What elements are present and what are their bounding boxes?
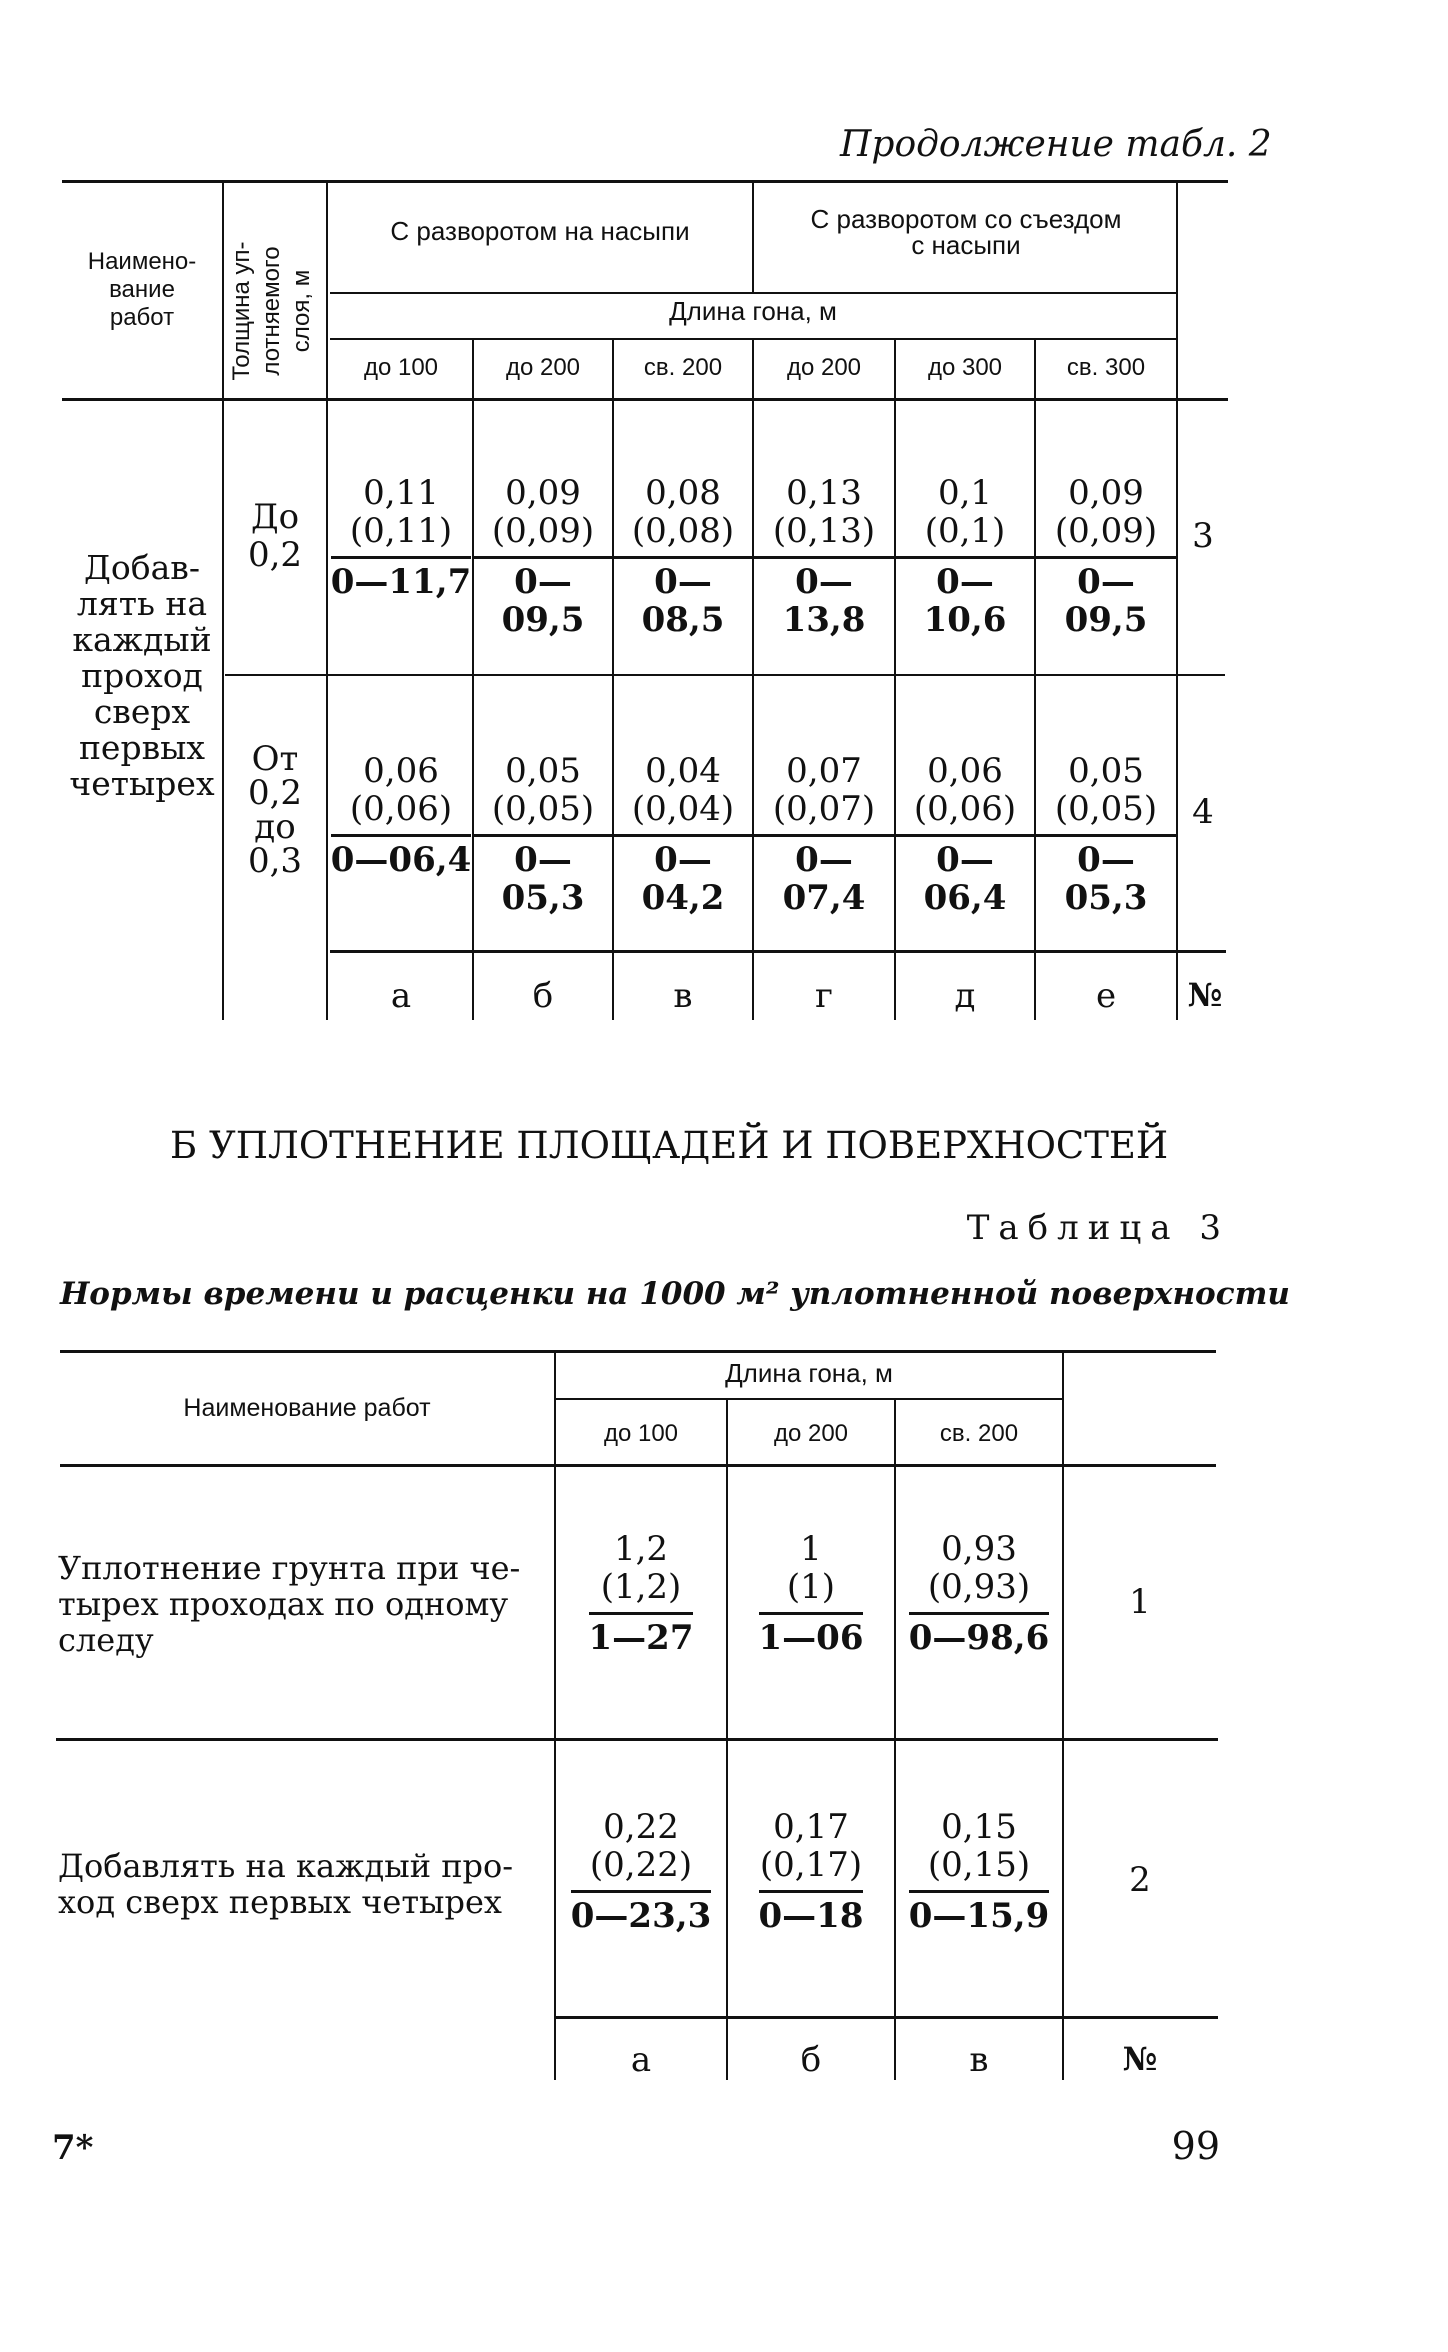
continuation-label: Продолжение табл. 2 (840, 124, 1272, 165)
norm-value: 1 (800, 1529, 822, 1569)
price-value: 0—11,7 (331, 556, 471, 601)
price-value: 1—27 (589, 1612, 694, 1657)
col-header-name: Наимено- вание работ (87, 248, 197, 331)
norm-value: 0,05 (505, 751, 581, 791)
row-number: 3 (1192, 516, 1214, 556)
table-cell (614, 752, 752, 917)
norm-value: 0,09 (505, 473, 581, 513)
price-value: 0—04,2 (614, 834, 752, 917)
price-value: 0—98,6 (909, 1612, 1049, 1657)
price-value: 0—13,8 (754, 556, 894, 639)
col-header-name: Наименование работ (183, 1394, 431, 1422)
norm-value-alt: (0,93) (927, 1567, 1031, 1607)
norm-value-alt: (0,22) (589, 1845, 693, 1885)
group-header-2: С разворотом со съездом с насыпи (810, 204, 1122, 260)
subcol-header: до 100 (603, 1420, 679, 1447)
group-header-1: С разворотом на насыпи (390, 216, 690, 246)
norm-value: 0,17 (773, 1807, 849, 1847)
price-value: 0—09,5 (474, 556, 612, 639)
norm-value: 0,09 (1068, 473, 1144, 513)
table-label: Таблица 3 (966, 1208, 1230, 1248)
norm-value-alt: (0,05) (491, 789, 595, 829)
price-value: 0—06,4 (896, 834, 1034, 917)
norm-value: 0,22 (603, 1807, 679, 1847)
row-number: 4 (1192, 792, 1214, 832)
norm-value-alt: (1) (786, 1567, 836, 1607)
norm-value-alt: (0,15) (927, 1845, 1031, 1885)
table-cell (330, 474, 472, 601)
norm-value-alt: (0,08) (631, 511, 735, 551)
norm-value-alt: (0,05) (1054, 789, 1158, 829)
norm-value: 0,13 (786, 473, 862, 513)
work-name: Уплотнение грунта при че- тырех проходах по одному следу (58, 1549, 521, 1659)
table-cell (728, 1530, 894, 1657)
table-cell (556, 1530, 726, 1657)
norm-value: 0,11 (363, 473, 439, 513)
table-cell (896, 1808, 1062, 1935)
norm-value-alt: (0,06) (349, 789, 453, 829)
norm-value-alt: (0,17) (759, 1845, 863, 1885)
page-number: 99 (1171, 2124, 1220, 2168)
subgroup-header: Длина гона, м (669, 296, 837, 326)
column-letter: а (390, 976, 412, 1016)
price-value: 1—06 (759, 1612, 864, 1657)
norm-value: 0,93 (941, 1529, 1017, 1569)
column-letter: б (532, 976, 554, 1016)
price-value: 0—10,6 (896, 556, 1034, 639)
table-cell (754, 752, 894, 917)
norm-value: 0,08 (645, 473, 721, 513)
norm-value-alt: (0,04) (631, 789, 735, 829)
column-letter: б (800, 2040, 822, 2080)
price-value: 0—09,5 (1036, 556, 1176, 639)
number-label: № (1122, 2040, 1158, 2078)
subcol-header: до 200 (505, 354, 581, 381)
norm-value-alt: (0,11) (349, 511, 453, 551)
work-name: Добавлять на каждый про- ход сверх первых четырех (58, 1847, 514, 1921)
row-number: 2 (1129, 1860, 1151, 1900)
column-letter: в (969, 2040, 989, 2080)
norm-value: 0,06 (363, 751, 439, 791)
table-cell (330, 752, 472, 879)
norm-value: 1,2 (613, 1529, 669, 1569)
norm-value-alt: (0,1) (924, 511, 1006, 551)
subcol-header: до 200 (773, 1420, 849, 1447)
table-cell (556, 1808, 726, 1935)
signature-mark: 7* (52, 2128, 94, 2168)
number-label: № (1187, 976, 1223, 1014)
price-value: 0—06,4 (331, 834, 471, 879)
price-value: 0—07,4 (754, 834, 894, 917)
table-cell (1036, 752, 1176, 917)
column-letter: в (673, 976, 693, 1016)
norm-value: 0,07 (786, 751, 862, 791)
subgroup-header: Длина гона, м (725, 1358, 893, 1388)
norm-value: 0,04 (645, 751, 721, 791)
price-value: 0—05,3 (474, 834, 612, 917)
subcol-header: до 100 (363, 354, 439, 381)
norm-value: 0,1 (937, 473, 993, 513)
table-cell (754, 474, 894, 639)
work-name: Добав- лять на каждый проход сверх первых четырех (69, 548, 215, 803)
subcol-header: св. 200 (643, 354, 723, 381)
table-cell (614, 474, 752, 639)
norm-value-alt: (0,06) (913, 789, 1017, 829)
table-cell (896, 474, 1034, 639)
norm-value: 0,06 (927, 751, 1003, 791)
subcol-header: до 300 (927, 354, 1003, 381)
price-value: 0—05,3 (1036, 834, 1176, 917)
row-number: 1 (1129, 1582, 1151, 1622)
column-letter: г (815, 976, 833, 1016)
table-cell (728, 1808, 894, 1935)
column-letter: д (954, 976, 976, 1016)
table-cell (896, 752, 1034, 917)
subcol-header: св. 300 (1066, 354, 1146, 381)
column-letter: а (630, 2040, 652, 2080)
col-header-thickness: Толщина уп- лотняемого слоя, м (228, 241, 315, 381)
norm-value-alt: (1,2) (600, 1567, 682, 1607)
subcol-header: св. 200 (939, 1420, 1019, 1447)
section-title: Б УПЛОТНЕНИЕ ПЛОЩАДЕЙ И ПОВЕРХНОСТЕЙ (170, 1124, 1169, 1167)
norm-value: 0,15 (941, 1807, 1017, 1847)
thickness-value: До 0,2 (247, 497, 303, 575)
table-caption: Нормы времени и расценки на 1000 м² уплотненной поверхности (60, 1276, 1290, 1312)
table-cell (474, 474, 612, 639)
price-value: 0—18 (759, 1890, 864, 1935)
norm-value-alt: (0,09) (1054, 511, 1158, 551)
norm-value: 0,05 (1068, 751, 1144, 791)
subcol-header: до 200 (786, 354, 862, 381)
price-value: 0—15,9 (909, 1890, 1049, 1935)
norm-value-alt: (0,13) (772, 511, 876, 551)
price-value: 0—23,3 (571, 1890, 711, 1935)
column-letter: е (1095, 976, 1117, 1016)
table-cell (1036, 474, 1176, 639)
norm-value-alt: (0,07) (772, 789, 876, 829)
thickness-value: От 0,2 до 0,3 (247, 739, 303, 881)
norm-value-alt: (0,09) (491, 511, 595, 551)
table-cell (474, 752, 612, 917)
table-cell (896, 1530, 1062, 1657)
price-value: 0—08,5 (614, 556, 752, 639)
